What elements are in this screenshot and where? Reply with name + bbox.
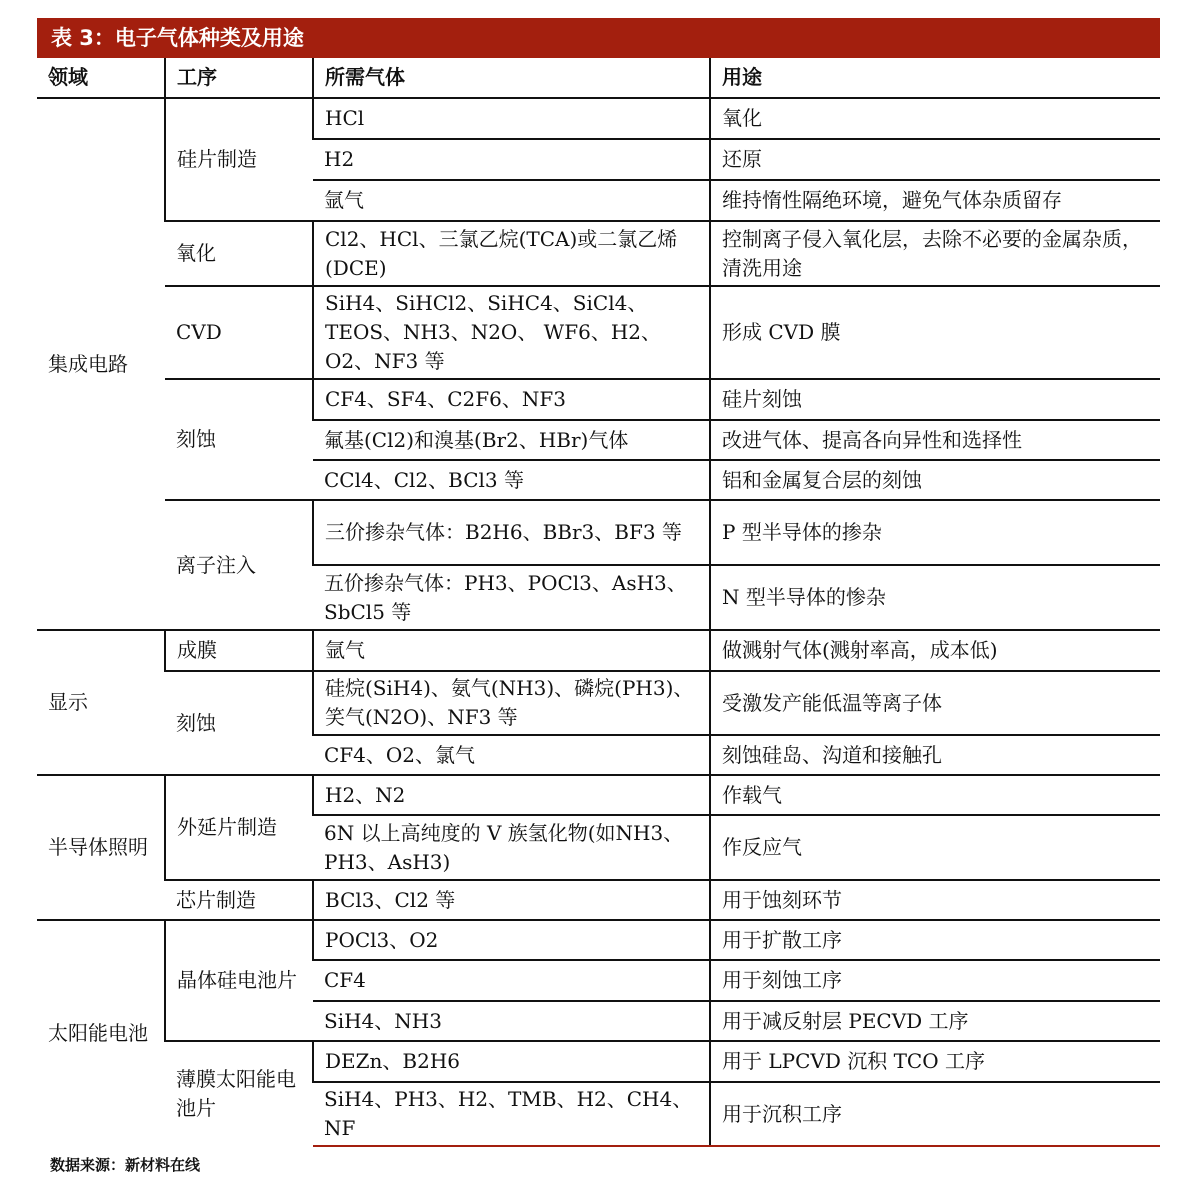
use-cell: 用于沉积工序 — [710, 1082, 1160, 1146]
gas-cell: 三价掺杂气体：B2H6、BBr3、BF3 等 — [313, 500, 710, 565]
gas-cell: Cl2、HCl、三氯乙烷(TCA)或二氯乙烯(DCE) — [313, 221, 710, 286]
gas-cell: SiH4、SiHCl2、SiHC4、SiCl4、TEOS、NH3、N2O、 WF6、H2、O2、NF3 等 — [313, 286, 710, 379]
gas-cell: CCl4、Cl2、BCl3 等 — [313, 460, 710, 500]
gas-cell: H2、N2 — [313, 775, 710, 815]
use-cell: 铝和金属复合层的刻蚀 — [710, 460, 1160, 500]
gas-cell: CF4 — [313, 960, 710, 1001]
use-cell: 作载气 — [710, 775, 1160, 815]
table-row — [37, 500, 1160, 565]
use-cell: N 型半导体的惨杂 — [710, 565, 1160, 630]
table-row — [37, 1041, 1160, 1082]
gas-cell: CF4、O2、氯气 — [313, 735, 710, 775]
process-cell: 刻蚀 — [165, 671, 313, 775]
domain-cell: 太阳能电池 — [37, 920, 165, 1146]
process-cell: 芯片制造 — [165, 880, 313, 920]
use-cell: 氧化 — [710, 98, 1160, 139]
use-cell: 作反应气 — [710, 815, 1160, 880]
gas-cell: HCl — [313, 98, 710, 139]
domain-cell: 集成电路 — [37, 98, 165, 630]
gas-cell: 硅烷(SiH4)、氨气(NH3)、磷烷(PH3)、笑气(N2O)、NF3 等 — [313, 671, 710, 735]
use-cell: 改进气体、提高各向异性和选择性 — [710, 420, 1160, 460]
gas-cell: POCl3、O2 — [313, 920, 710, 960]
table-row — [37, 880, 1160, 920]
use-cell: 控制离子侵入氧化层，去除不必要的金属杂质，清洗用途 — [710, 221, 1160, 286]
header-use: 用途 — [710, 58, 1160, 98]
process-cell: 薄膜太阳能电池片 — [165, 1041, 313, 1146]
gas-cell: CF4、SF4、C2F6、NF3 — [313, 379, 710, 420]
process-cell: CVD — [165, 286, 313, 379]
use-cell: 做溅射气体(溅射率高，成本低) — [710, 630, 1160, 671]
use-cell: 刻蚀硅岛、沟道和接触孔 — [710, 735, 1160, 775]
table-row — [37, 98, 1160, 139]
table-title: 表 3：电子气体种类及用途 — [37, 18, 1160, 58]
use-cell: 用于刻蚀工序 — [710, 960, 1160, 1001]
table-row — [37, 775, 1160, 815]
use-cell: 硅片刻蚀 — [710, 379, 1160, 420]
use-cell: 用于 LPCVD 沉积 TCO 工序 — [710, 1041, 1160, 1082]
domain-cell: 显示 — [37, 630, 165, 775]
process-cell: 外延片制造 — [165, 775, 313, 880]
use-cell: 用于蚀刻环节 — [710, 880, 1160, 920]
table-row — [37, 286, 1160, 379]
use-cell: P 型半导体的掺杂 — [710, 500, 1160, 565]
table-row — [37, 379, 1160, 420]
use-cell: 还原 — [710, 139, 1160, 180]
use-cell: 用于扩散工序 — [710, 920, 1160, 960]
gas-cell: 6N 以上高纯度的 V 族氢化物(如NH3、PH3、AsH3) — [313, 815, 710, 880]
header-gas: 所需气体 — [313, 58, 710, 98]
gas-cell: 五价掺杂气体：PH3、POCl3、AsH3、SbCl5 等 — [313, 565, 710, 630]
header-row — [37, 58, 1160, 98]
table-row — [37, 221, 1160, 286]
process-cell: 离子注入 — [165, 500, 313, 630]
use-cell: 受激发产能低温等离子体 — [710, 671, 1160, 735]
process-cell: 氧化 — [165, 221, 313, 286]
process-cell: 刻蚀 — [165, 379, 313, 500]
table-row — [37, 630, 1160, 671]
gas-cell: SiH4、NH3 — [313, 1001, 710, 1041]
gas-cell: 氩气 — [313, 630, 710, 671]
data-source: 数据来源：新材料在线 — [50, 1156, 201, 1174]
table-row — [37, 920, 1160, 960]
gas-cell: 氩气 — [313, 180, 710, 221]
process-cell: 硅片制造 — [165, 98, 313, 221]
process-cell: 成膜 — [165, 630, 313, 671]
electronic-gas-table — [37, 58, 1160, 1147]
gas-cell: 氟基(Cl2)和溴基(Br2、HBr)气体 — [313, 420, 710, 460]
use-cell: 用于减反射层 PECVD 工序 — [710, 1001, 1160, 1041]
gas-cell: DEZn、B2H6 — [313, 1041, 710, 1082]
use-cell: 形成 CVD 膜 — [710, 286, 1160, 379]
domain-cell: 半导体照明 — [37, 775, 165, 920]
gas-cell: BCl3、Cl2 等 — [313, 880, 710, 920]
process-cell: 晶体硅电池片 — [165, 920, 313, 1041]
header-domain: 领域 — [37, 58, 165, 98]
gas-cell: SiH4、PH3、H2、TMB、H2、CH4、NF — [313, 1082, 710, 1146]
use-cell: 维持惰性隔绝环境，避免气体杂质留存 — [710, 180, 1160, 221]
header-process: 工序 — [165, 58, 313, 98]
table-row — [37, 671, 1160, 735]
gas-cell: H2 — [313, 139, 710, 180]
